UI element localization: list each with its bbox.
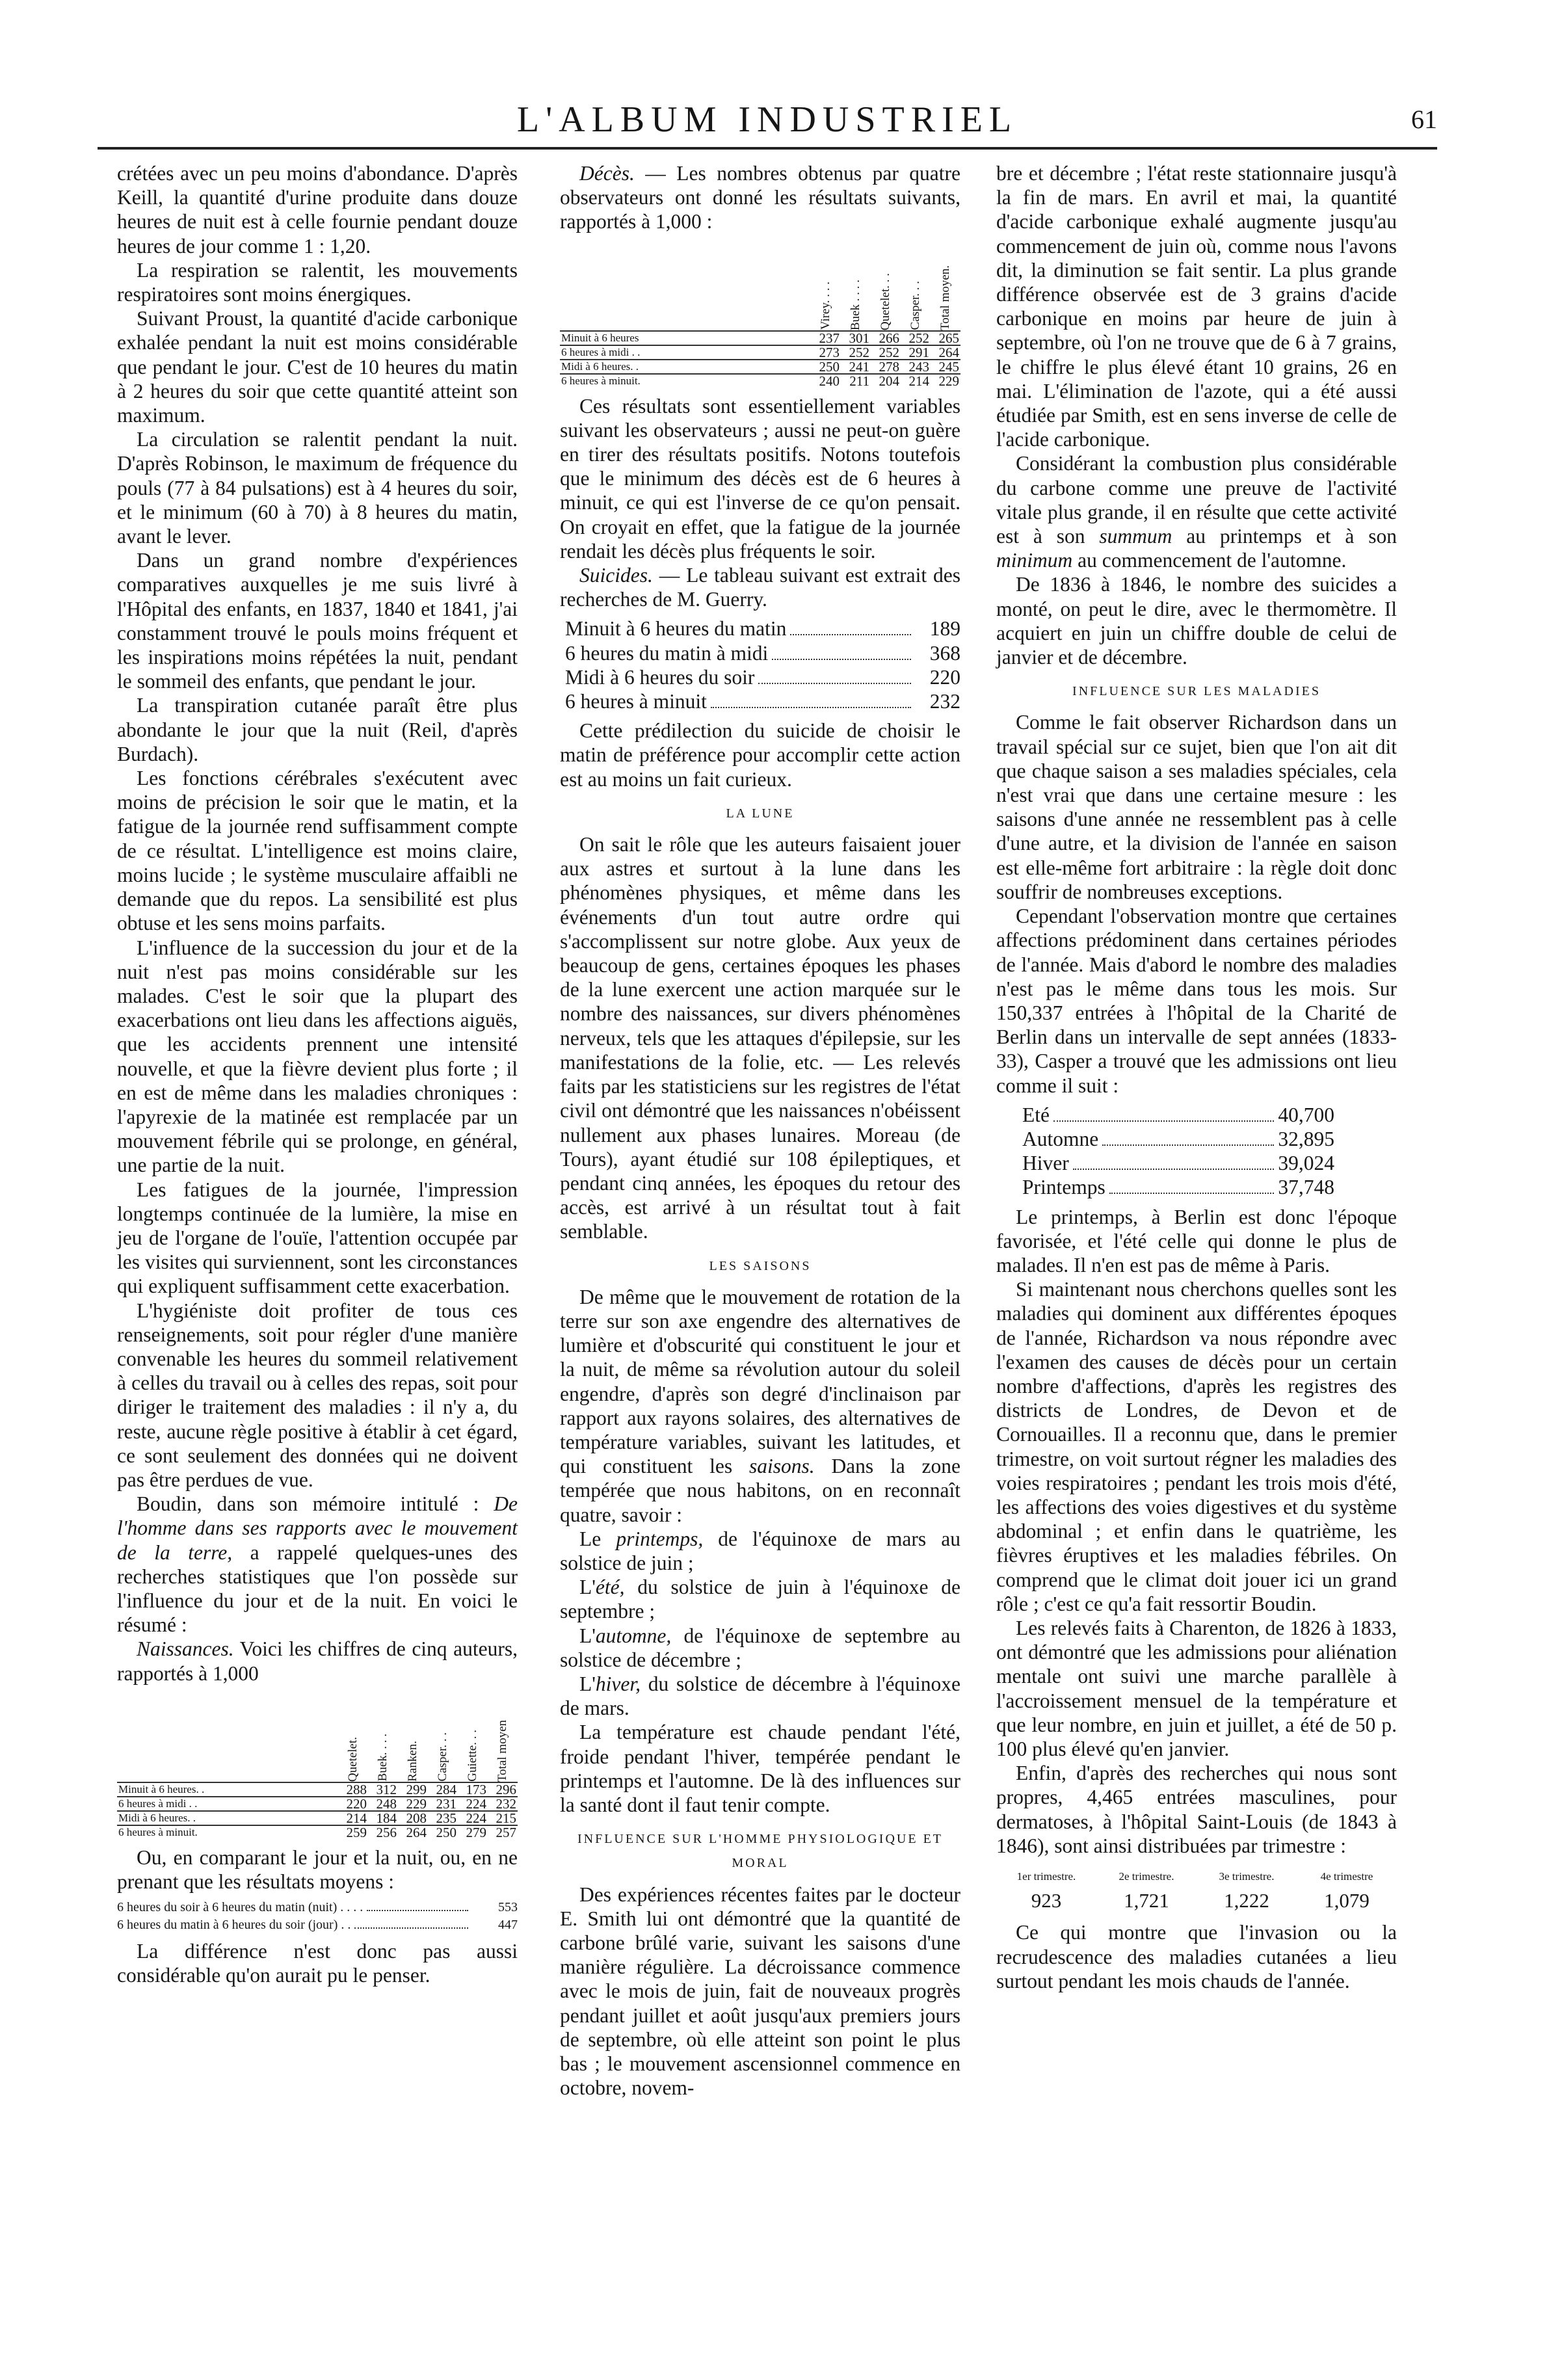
table-row: 6 heures à minuit. 240 211 204 214 229	[561, 373, 959, 389]
column-header: Quetelet.	[346, 1736, 360, 1782]
column-header: Buek . . . .	[849, 279, 862, 330]
paragraph: bre et décembre ; l'état reste stationnaire jusqu'à la fin de mars. En avril et mai, la quantité d'acide carbonique exhalé augmente jusqu'au commencement de juin où, comme nous l'avons dit, la diminution se fait sentir. La plus grande différence observée est de 3 grains d'acide carbonique en moins par heure de juin à septembre, où l'on ne trouve que de 6 à 7 grains, le chiffre le plus élevé étant 10 grains, 26 en mai. L'élimination de l'azote, qui a été aussi étudiée par Smith, est en sens inverse de celle de l'acide carbonique.	[996, 162, 1397, 451]
paragraph	[560, 563, 960, 611]
trimester-table	[996, 1864, 1397, 1912]
paragraph: Considérant la combustion plus considérable du carbone comme une preuve de l'activité vitale plus grande, il en résulte que cette activité est à son summum au printemps et à son minimum au commencement de l'automne.	[996, 452, 1397, 572]
leader-dots	[1073, 1169, 1275, 1170]
paragraph: Enfin, d'après des recherches qui nous sont propres, 4,465 entrées masculines, pour dermatoses, à l'hôpital Saint-Louis (de 1843 à 1846), sont ainsi distribuées par trimestre :	[996, 1762, 1397, 1857]
section-heading: INFLUENCE SUR LES MALADIES	[1072, 684, 1321, 699]
column-2	[560, 161, 960, 2100]
season-item: Le printemps, de l'équinoxe de mars au solstice de juin ;	[560, 1527, 960, 1574]
paragraph: Le printemps, à Berlin est donc l'époque favorisée, et l'été celle qui donne le plus de malades. Il n'en est pas de même à Paris.	[996, 1205, 1397, 1276]
paragraph: Ou, en comparant le jour et la nuit, ou, en ne prenant que les résultats moyens :	[117, 1845, 518, 1893]
run-in-heading: Décès.	[579, 162, 635, 185]
column-header: Total moyen.	[938, 265, 952, 330]
leader-dots	[758, 683, 911, 684]
column-header: Buek. . . .	[376, 1734, 390, 1782]
paragraph: On sait le rôle que les auteurs faisaient jouer aux astres et surtout à la lune dans les phénomènes physiques, et même dans les événements d'un tout autre ordre qui s'accomplissent sur notre globe. Aux yeux de beaucoup de gens, certaines époques les phases de la lune exercent une action marquée sur le nombre des naissances, sur divers phénomènes nerveux, tels que les attaques d'épilepsie, sur les manifestations de la folie, etc. — Les relevés faits par les statisticiens sur les registres de l'état civil ont démontré que les naissances n'obéissent nullement aux phases lunaires. Moreau (de Tours), ayant étudié sur 108 épileptiques, et pendant cinq années, les époques du retour des accès, est arrivé à un résultat tout à fait semblable.	[560, 833, 960, 1243]
list-item: Eté 40,700	[1022, 1103, 1334, 1126]
table-row: 6 heures à midi . . 273 252 252 291 264	[561, 344, 959, 360]
page-number: 61	[1411, 105, 1437, 134]
paragraph: L'influence de la succession du jour et de la nuit n'est pas moins considérable sur les malades. C'est le soir que la plupart des exacerbations ont lieu dans les affections aiguës, que les accidents prennent une intensité nouvelle, et que la fièvre devient plus forte ; il en est de même dans les maladies chroniques : l'apyrexie de la matinée est remplacée par un mouvement fébrile qui se prolonge, en général, une partie de la nuit.	[117, 936, 518, 1177]
season-item: L'hiver, du solstice de décembre à l'équinoxe de mars.	[560, 1672, 961, 1720]
paragraph: Des expériences récentes faites par le docteur E. Smith lui ont démontré que la quantité de carbone brûlé varie, suivant les saisons d'une manière régulière. La décroissance commence avec le mois de juin, fait de nouveaux progrès pendant juillet et août jusqu'aux premiers jours de septembre, où elle atteint son point le plus bas ; le mouvement ascensionnel commence en octobre, novem-	[560, 1883, 960, 2100]
paragraph: Les fatigues de la journée, l'impression longtemps continuée de la lumière, la mise en jeu de l'organe de l'ouïe, l'attention occupée par les visites qui surviennent, sont les circonstances qui expliquent suffisamment cette exacerbation.	[117, 1178, 518, 1298]
column-header: 4e trimestre	[1320, 1870, 1373, 1883]
running-title: L'ALBUM INDUSTRIEL	[516, 99, 1018, 140]
paragraph: Les relevés faits à Charenton, de 1826 à 1833, ont démontré que les admissions pour aliénation mentale ont suivi une marche parallèle à l'accroissement mensuel de la température et que leur nombre, en juin et juillet, a été de 50 p. 100 plus élevé qu'en janvier.	[996, 1616, 1397, 1760]
leader-dots	[790, 634, 911, 635]
paragraph: La température est chaude pendant l'été, froide pendant l'hiver, tempérée pendant le printemps et l'automne. De là des influences sur la santé dont il faut tenir compte.	[560, 1721, 960, 1816]
text: Voici les chiffres de cinq auteurs, rapportés à 1,000	[117, 1637, 518, 1685]
table-row: Midi à 6 heures. . 250 241 278 243 245	[561, 358, 959, 375]
paragraph: La différence n'est donc pas aussi considérable qu'on aurait pu le penser.	[117, 1940, 518, 1987]
leader-dots	[367, 1910, 468, 1911]
table-cell: 1,721	[1124, 1889, 1169, 1912]
column-3	[996, 161, 1397, 1993]
paragraph: crétées avec un peu moins d'abondance. D'après Keill, la quantité d'urine produite dans douze heures de nuit est à celle fournie pendant douze heures de jour comme 1 : 1,20.	[117, 162, 518, 258]
paragraph	[560, 161, 960, 234]
leader-dots	[711, 707, 911, 708]
table-row: 6 heures à minuit. 259 256 264 250 279 257	[118, 1824, 516, 1840]
paragraph: Cependant l'observation montre que certaines affections prédominent dans certaines périodes de l'année. Mais d'abord le nombre des maladies n'est pas le même dans tous les mois. Sur 150,337 entrées à l'hôpital de la Charité de Berlin dans un intervalle de sept années (1833-33), Casper a trouvé que les admissions ont lieu comme il suit :	[996, 905, 1397, 1097]
leader-dots	[354, 1927, 468, 1929]
column-header: Guiette. . .	[466, 1730, 479, 1782]
season-item: L'automne, de l'équinoxe de septembre au solstice de décembre ;	[560, 1624, 961, 1671]
section-heading: LA LUNE	[726, 806, 795, 821]
text: a rappelé quelques-unes des recherches statistiques que l'on possède sur l'influence du jour et de la nuit. En voici le résumé :	[117, 1540, 518, 1637]
list-item: 6 heures du matin à midi 368	[565, 641, 960, 665]
paragraph: Si maintenant nous cherchons quelles sont les maladies qui dominent aux différentes époques de l'année, Richardson va nous répondre avec l'examen des causes de décès pour un certain nombre d'affections, d'après les registres des districts de Londres, de Devon et de Cornouailles. Il a reconnu que, dans le premier trimestre, on voit surtout régner les maladies des voies respiratoires ; pendant les trois mois d'été, les affections des voies digestives et du système abdominal ; et enfin dans le quatrième, les fièvres éruptives et les maladies fébriles. On comprend que le climat doit jouer ici un grand rôle ; c'est ce qu'a fait ressortir Boudin.	[996, 1278, 1397, 1615]
paragraph: La transpiration cutanée paraît être plus abondante le jour que la nuit (Reil, d'après Burdach).	[117, 694, 518, 765]
list-item: Automne 32,895	[1022, 1127, 1334, 1150]
column-header: Virey. . . .	[819, 282, 832, 330]
paragraph: De 1836 à 1846, le nombre des suicides a monté, on peut le dire, avec le thermomètre. Il acquiert en juin un chiffre double de celui de janvier et de décembre.	[996, 573, 1397, 669]
list-item: Midi à 6 heures du soir 220	[565, 665, 960, 689]
column-header: Casper. . .	[908, 281, 922, 330]
section-heading: INFLUENCE SUR L'HOMME PHYSIOLOGIQUE ET MORAL	[577, 1832, 944, 1871]
table-header-row	[560, 239, 960, 331]
paragraph: De même que le mouvement de rotation de la terre sur son axe engendre des alternatives de lumière et d'obscurité qui constituent le jour et la nuit, de même sa révolution autour du soleil engendre, d'après son degré d'inclinaison par rapport aux rayons solaires, des alternatives de température variables, suivant les latitudes, et qui constituent les saisons. Dans la zone tempérée que nous habitons, on en reconnaît quatre, savoir :	[560, 1285, 961, 1526]
paragraph	[117, 1492, 518, 1637]
section-heading: LES SAISONS	[709, 1258, 812, 1273]
list-item: 6 heures du soir à 6 heures du matin (nuit) . . . . 553	[117, 1900, 518, 1915]
table-row: Minuit à 6 heures. . 288 312 299 284 173 296	[118, 1781, 516, 1797]
column-header: Quetelet. . .	[879, 272, 892, 330]
column-header: Total moyen	[496, 1719, 509, 1782]
paragraph: La respiration se ralentit, les mouvements respiratoires sont moins énergiques.	[117, 258, 518, 306]
row-header-cell	[560, 239, 811, 331]
run-in-heading: Naissances.	[137, 1637, 234, 1661]
column-1	[117, 161, 518, 1988]
column-header: 2e trimestre.	[1119, 1870, 1174, 1883]
season-admissions-list	[1022, 1103, 1334, 1200]
paragraph: L'hygiéniste doit profiter de tous ces renseignements, soit pour régler d'une manière convenable les heures du sommeil relativement à celles du travail ou à celles des repas, soit pour diriger le traitement des maladies : il n'y a, du reste, aucune règle positive à établir à cet égard, ce sont seulement des données qui ne doivent pas être perdues de vue.	[117, 1299, 518, 1491]
column-header: Casper. . .	[436, 1732, 449, 1782]
column-header: Ranken.	[406, 1741, 419, 1782]
text: — Les nombres obtenus par quatre observateurs ont donné les résultats suivants, rapportés à 1,000 :	[560, 162, 960, 233]
table-cell: 923	[1031, 1889, 1062, 1912]
page-header	[98, 99, 1437, 138]
column-header: 3e trimestre.	[1219, 1870, 1275, 1883]
day-night-list	[117, 1899, 518, 1934]
paragraph: Les fonctions cérébrales s'exécutent avec moins de précision le soir que le matin, et la fatigue de la journée rend suffisamment compte de ce résultat. L'intelligence est moins claire, moins lucide ; le système musculaire affaibli ne demande que du repos. La sensibilité est plus obtuse et les sens moins parfaits.	[117, 767, 518, 935]
book-title: De l'homme dans ses rapports avec le mouvement de la terre,	[117, 1492, 518, 1564]
paragraph: Comme le fait observer Richardson dans un travail spécial sur ce sujet, bien que l'on ait dit que chaque saison a ses maladies spéciales, cela n'est vrai que dans une certaine mesure : les saisons d'une année ne ressemblent pas à celle d'une autre, et la division de l'année en saison est elle-même fort arbitraire : la règle doit donc souffrir de nombreuses exceptions.	[996, 711, 1397, 903]
list-item: 6 heures du matin à 6 heures du soir (jour) . . 447	[117, 1918, 518, 1933]
suicides-list	[565, 616, 960, 713]
paragraph	[117, 1637, 518, 1685]
leader-dots	[1109, 1193, 1275, 1194]
text: — Le tableau suivant est extrait des recherches de M. Guerry.	[560, 564, 961, 611]
list-item: Printemps 37,748	[1022, 1176, 1334, 1199]
header-rule	[98, 147, 1437, 150]
table-row: Midi à 6 heures. . 214 184 208 235 224 215	[118, 1810, 516, 1826]
leader-dots	[1053, 1120, 1274, 1122]
births-table	[117, 1691, 518, 1839]
column-header: 1er trimestre.	[1016, 1870, 1076, 1883]
list-item: Minuit à 6 heures du matin 189	[565, 617, 960, 641]
table-cell: 1,222	[1224, 1889, 1269, 1912]
paragraph: Ces résultats sont essentiellement variables suivant les observateurs ; aussi ne peut-on guère en tirer des résultats positifs. Notons toutefois que le minimum des décès est de 6 heures à minuit, ce qui est l'inverse de ce qu'on pensait. On croyait en effet, que la fatigue de la journée rendait les décès plus fréquents le soir.	[560, 394, 960, 562]
paragraph: Dans un grand nombre d'expériences comparatives auxquelles je me suis livré à l'Hôpital des enfants, en 1837, 1840 et 1841, j'ai constamment trouvé le pouls moins fréquent et les inspirations moins répétées la nuit, pendant le sommeil des enfants, que pendant le jour.	[117, 549, 518, 693]
list-item: Hiver 39,024	[1022, 1152, 1334, 1175]
paragraph: Ce qui montre que l'invasion ou la recrudescence des maladies cutanées a lieu surtout pendant les mois chauds de l'année.	[996, 1921, 1397, 1992]
run-in-heading: Suicides.	[579, 564, 653, 587]
table-cell: 1,079	[1324, 1889, 1370, 1912]
leader-dots	[1102, 1144, 1274, 1146]
deaths-table	[560, 239, 960, 388]
text: Boudin, dans son mémoire intitulé :	[137, 1492, 479, 1516]
table-header-row	[117, 1691, 518, 1782]
paragraph: Cette prédilection du suicide de choisir le matin de préférence pour accomplir cette action est au moins un fait curieux.	[560, 719, 960, 791]
paragraph: La circulation se ralentit pendant la nuit. D'après Robinson, le maximum de fréquence du pouls (77 à 84 pulsations) est à 4 heures du soir, et le minimum (60 à 70) à 8 heures du matin, avant le lever.	[117, 428, 518, 548]
leader-dots	[772, 659, 911, 660]
paragraph: Suivant Proust, la quantité d'acide carbonique exhalée pendant la nuit est moins considérable que pendant le jour. C'est de 10 heures du matin à 2 heures du soir que cette quantité atteint son maximum.	[117, 307, 518, 427]
table-row: Minuit à 6 heures 237 301 266 252 265	[561, 330, 959, 346]
season-item: L'été, du solstice de juin à l'équinoxe de septembre ;	[560, 1576, 961, 1623]
row-header-cell	[117, 1691, 338, 1782]
list-item: 6 heures à minuit 232	[565, 690, 960, 713]
table-row: 6 heures à midi . . 220 248 229 231 224 232	[118, 1795, 516, 1812]
